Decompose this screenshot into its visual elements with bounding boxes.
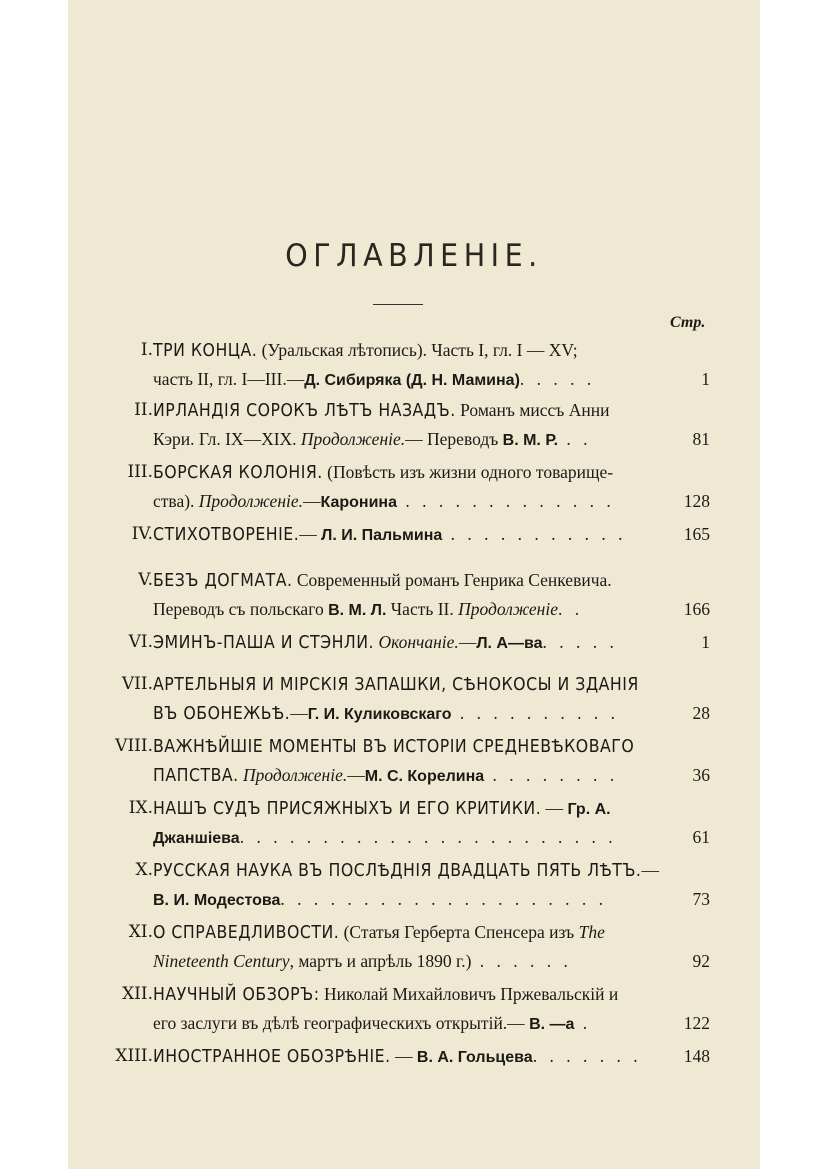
toc-entry-line <box>153 595 583 625</box>
toc-entry-line <box>153 856 659 885</box>
toc-entry-text: — <box>541 798 568 818</box>
toc-leader-dots: . . . . . . . . <box>484 765 619 785</box>
toc-entry-text: — <box>458 632 477 652</box>
toc-entry-text: (Повѣсть изъ жизни одного товарище- <box>322 462 614 482</box>
toc-entry-text: — <box>347 765 365 785</box>
toc-entry-number: II. <box>134 400 153 420</box>
toc-entry-line <box>153 823 617 853</box>
toc-page-number: 122 <box>683 1013 710 1033</box>
toc-entry-number: IX. <box>128 798 153 818</box>
toc-page-number: 165 <box>683 524 710 544</box>
toc-entry-italic: Окончаніе. <box>378 632 459 652</box>
toc-page-number: 1 <box>701 632 710 652</box>
toc-entry-italic: Продолженіе <box>458 599 558 619</box>
toc-entry <box>68 628 760 657</box>
toc-entry-number: V. <box>138 570 153 590</box>
toc-entry-title: БОРСКАЯ КОЛОНІЯ. <box>153 463 323 483</box>
toc-entry-author: Гр. А. <box>567 801 611 818</box>
toc-entry-title: О СПРАВЕДЛИВОСТИ. <box>153 923 340 943</box>
toc-entry-title: БЕЗЪ ДОГМАТА. <box>153 571 293 591</box>
toc-entry-text: — Переводъ <box>405 429 503 449</box>
toc-leader-dots: . . <box>557 599 584 619</box>
toc-entry-title: РУССКАЯ НАУКА ВЪ ПОСЛѢДНІЯ ДВАДЦАТЬ ПЯТЬ ЛѢТЪ. <box>153 861 642 881</box>
toc-entry-text: — <box>390 1046 417 1066</box>
toc-entry-author: Г. И. Куликовскаго <box>307 706 452 723</box>
page-column-header: Стр. <box>670 314 706 331</box>
toc-entry-line <box>153 918 605 947</box>
toc-entry-text: Николай Михайловичъ Пржевальскій и <box>319 984 619 1004</box>
toc-entry-italic: Продолженіе. <box>300 429 406 449</box>
toc-entry-line <box>153 670 639 699</box>
toc-entry-line <box>153 980 618 1009</box>
toc-entry-line <box>153 336 578 365</box>
toc-entry-text: Романъ миссъ Анни <box>455 400 610 420</box>
toc-leader-dots: . . . . . . . . . . . . . <box>396 491 615 511</box>
toc-leader-dots: . . . . . . . <box>532 1046 642 1066</box>
toc-entry-title: НАУЧНЫЙ ОБЗОРЪ: <box>153 985 320 1005</box>
toc-entry-line <box>153 732 634 761</box>
toc-entry-author: В. И. Модестова <box>153 892 281 909</box>
toc-entry-author: В. —а <box>529 1016 575 1033</box>
toc-entry-line <box>153 628 618 658</box>
toc-page-number: 61 <box>692 827 710 847</box>
toc-entry-title: ПАПСТВА. <box>153 766 239 786</box>
toc-entry <box>68 458 760 516</box>
toc-entry-text: — <box>290 703 308 723</box>
toc-entry <box>68 520 760 549</box>
toc-entry-number: XII. <box>122 984 153 1004</box>
toc-entry-number: X. <box>135 860 153 880</box>
toc-entry <box>68 670 760 728</box>
toc-entry <box>68 336 760 394</box>
toc-entry <box>68 566 760 624</box>
toc-entry-text: — <box>299 524 322 544</box>
toc-entry-line <box>153 1009 591 1039</box>
toc-entry-line <box>153 566 612 595</box>
toc-leader-dots: . . . . . . . . . . . . . . . . . . . . . . . <box>239 827 617 847</box>
toc-entry-text: (Статья Герберта Спенсера изъ <box>339 922 579 942</box>
toc-entry-text: ства). <box>153 491 199 511</box>
toc-entry <box>68 396 760 454</box>
toc-entry-text: Часть II. <box>386 599 459 619</box>
toc-page-number: 166 <box>683 599 710 619</box>
toc-entry-author: Л. И. Пальмина <box>321 527 443 544</box>
toc-entry <box>68 732 760 790</box>
toc-entry-title: СТИХОТВОРЕНІЕ. <box>153 525 300 545</box>
toc-entry <box>68 794 760 852</box>
toc-entry-title: ИРЛАНДІЯ СОРОКЪ ЛѢТЪ НАЗАДЪ. <box>153 401 456 421</box>
toc-entry-title: ВЪ ОБОНЕЖЬѢ. <box>153 704 291 724</box>
toc-page-number: 148 <box>683 1046 710 1066</box>
toc-entry-author: В. М. Р. <box>502 432 559 449</box>
toc-entry <box>68 918 760 976</box>
toc-leader-dots: . . . . . . <box>471 951 572 971</box>
toc-page-number: 36 <box>692 765 710 785</box>
toc-entry-author: Д. Сибиряка (Д. Н. Мамина) <box>304 372 520 389</box>
toc-leader-dots: . . . . . . . . . . . . . . . . . . . . <box>280 889 608 909</box>
toc-entry-number: I. <box>140 340 153 360</box>
toc-entry-line <box>153 396 609 425</box>
toc-leader-dots: . . . . . <box>519 369 596 389</box>
toc-entry-text: (Уральская лѣтопись). Часть I, гл. I — XV; <box>257 340 578 360</box>
toc-entry-title: ТРИ КОНЦА. <box>153 341 258 361</box>
page-title: ОГЛАВЛЕНІЕ. <box>285 238 543 274</box>
toc-page-number: 28 <box>692 703 710 723</box>
toc-page-number: 128 <box>683 491 710 511</box>
toc-entry-line <box>153 425 592 455</box>
toc-entry-number: VI. <box>128 632 153 652</box>
toc-entry-title: НАШЪ СУДЪ ПРИСЯЖНЫХЪ И ЕГО КРИТИКИ. <box>153 799 542 819</box>
toc-entry-number: XI. <box>128 922 153 942</box>
toc-entry-italic: Продолженіе. <box>243 765 348 785</box>
toc-entry-author: Каронина <box>320 494 397 511</box>
toc-entry-line <box>153 794 611 824</box>
toc-entry-line <box>153 699 619 729</box>
toc-entry-line <box>153 487 615 517</box>
toc-entry-author: В. М. Л. <box>328 602 387 619</box>
toc-page-number: 92 <box>692 951 710 971</box>
toc-page-number: 73 <box>692 889 710 909</box>
toc-leader-dots: . . . . . <box>542 632 618 652</box>
toc-entry-number: IV. <box>131 524 153 544</box>
toc-entry-text: , мартъ и апрѣль 1890 г.) <box>289 951 472 971</box>
toc-entry-line <box>153 761 618 791</box>
toc-entry-italic: Продолженіе. <box>198 491 304 511</box>
toc-entry-line <box>153 520 627 550</box>
toc-entry-line <box>153 458 613 487</box>
toc-leader-dots: . . . . . . . . . . . <box>442 524 627 544</box>
document-page <box>68 0 760 1169</box>
toc-entry-author: М. С. Корелина <box>364 768 485 785</box>
toc-entry-text: — <box>303 491 321 511</box>
toc-entry-text: его заслуги въ дѣлѣ географическихъ открытій.— <box>153 1013 530 1033</box>
toc-entry <box>68 856 760 914</box>
title-rule <box>373 304 423 305</box>
toc-entry-author: Джаншіева <box>153 830 240 847</box>
toc-entry-number: VIII. <box>115 736 153 756</box>
toc-entry <box>68 980 760 1038</box>
toc-entry-text: Переводъ съ польскаго <box>153 599 329 619</box>
toc-entry-text: часть II, гл. I—III.— <box>153 369 305 389</box>
toc-entry-number: XIII. <box>115 1046 153 1066</box>
toc-entry-number: VII. <box>121 674 153 694</box>
toc-entry <box>68 1042 760 1071</box>
toc-entry-italic: Nineteenth Century <box>153 951 290 971</box>
toc-entry-line <box>153 365 595 395</box>
toc-entry-number: III. <box>127 462 153 482</box>
toc-entry-text: Современный романъ Генрика Сенкевича. <box>292 570 612 590</box>
toc-entry-text: Кэри. Гл. IX—XIX. <box>153 429 301 449</box>
toc-entry-line <box>153 885 607 915</box>
toc-entry-line <box>153 947 572 975</box>
toc-leader-dots: . . . . . . . . . . <box>451 703 620 723</box>
toc-entry-author: В. А. Гольцева <box>416 1049 533 1066</box>
toc-entry-title: ЭМИНЪ-ПАША И СТЭНЛИ. <box>153 633 375 653</box>
toc-page-number: 1 <box>701 369 710 389</box>
toc-page-number: 81 <box>692 429 710 449</box>
toc-leader-dots: . <box>574 1013 592 1033</box>
toc-entry-text: — <box>641 860 659 880</box>
toc-entry-title: АРТЕЛЬНЫЯ И МІРСКІЯ ЗАПАШКИ, СѢНОКОСЫ И ЗДАНІЯ <box>153 675 639 695</box>
toc-entry-author: Л. А—ва <box>476 635 543 652</box>
toc-entry-title: ИНОСТРАННОЕ ОБОЗРѢНІЕ. <box>153 1047 391 1067</box>
toc-entry-title: ВАЖНѢЙШІЕ МОМЕНТЫ ВЪ ИСТОРІИ СРЕДНЕВѢКОВАГО <box>153 737 635 757</box>
toc-entry-line <box>153 1042 642 1072</box>
toc-leader-dots: . . <box>558 429 592 449</box>
toc-entry-italic: The <box>578 922 605 942</box>
